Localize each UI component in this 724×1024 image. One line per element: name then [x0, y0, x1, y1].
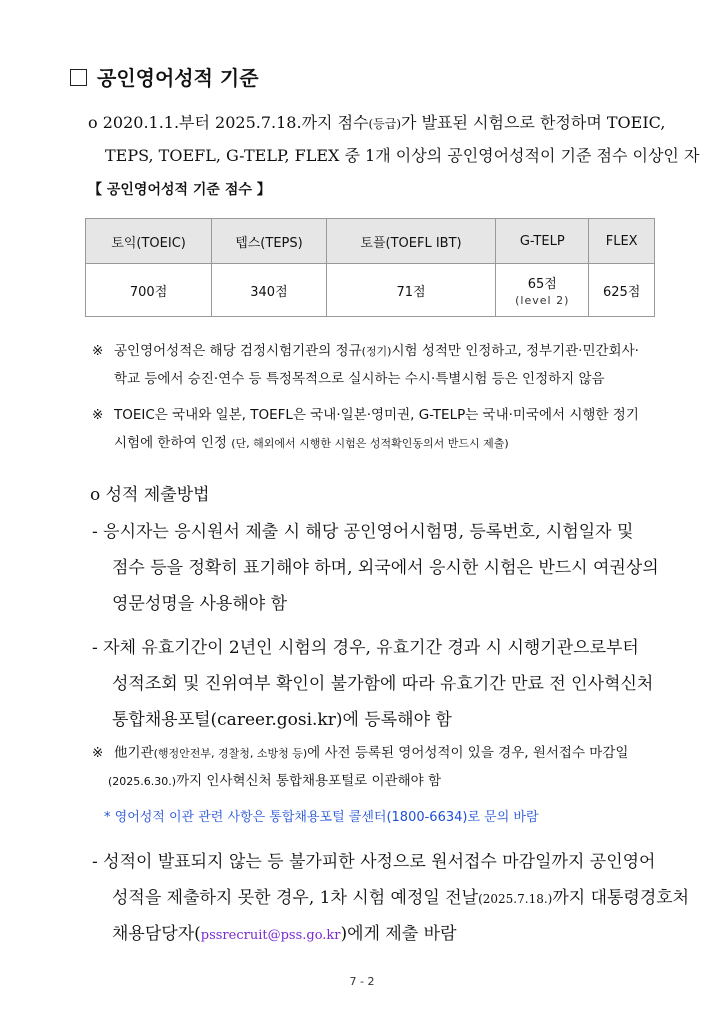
bullet-2-line-3: 통합채용포털(career.gosi.kr)에 등록해야 함 [112, 710, 452, 730]
header-flex: FLEX [589, 219, 655, 264]
header-toefl: 토플(TOEFL IBT) [326, 219, 495, 264]
note-3-line-2: (2025.6.30.)까지 인사혁신처 통합채용포털로 이관해야 함 [108, 773, 442, 789]
bullet-1-line-2: 점수 등을 정확히 표기해야 하며, 외국에서 응시한 시험은 반드시 여권상의 [112, 558, 659, 578]
header-teps: 텝스(TEPS) [212, 219, 327, 264]
note-1-line-2: 학교 등에서 승진·연수 등 특정목적으로 실시하는 수시·특별시험 등은 인정하지 않음 [114, 371, 605, 387]
bullet-2-line-2: 성적조회 및 진위여부 확인이 불가함에 따라 유효기간 만료 전 인사혁신처 [112, 674, 654, 694]
bullet-3-line-1: - 성적이 발표되지 않는 등 불가피한 사정으로 원서접수 마감일까지 공인영어 [92, 852, 656, 872]
value-gtelp: 65점 (level 2) [496, 264, 589, 317]
table-heading: 【 공인영어성적 기준 점수 】 [88, 182, 271, 198]
bullet-3-line-2: 성적을 제출하지 못한 경우, 1차 시험 예정일 전날(2025.7.18.)까지 대통령경호처 [112, 888, 690, 908]
table-header-row [86, 219, 655, 264]
callcenter-note: * 영어성적 이관 관련 사항은 통합채용포털 콜센터(1800-6634)로 문의 바람 [104, 810, 539, 825]
note-2-line-1: ※ TOEIC은 국내와 일본, TOEFL은 국내·일본·영미권, G-TELP는 국내·미국에서 시행한 정기 [92, 407, 639, 423]
note-1-line-1: ※ 공인영어성적은 해당 검정시험기관의 정규(정기)시험 성적만 인정하고, 정부기관·민간회사· [92, 343, 639, 359]
page-number: 7 - 2 [349, 975, 375, 988]
recruit-email-link[interactable]: pssrecruit@pss.go.kr [200, 928, 341, 943]
value-toeic: 700점 [86, 264, 212, 317]
note-2-line-2: 시험에 한하여 인정 (단, 해외에서 시행한 시험은 성적확인동의서 반드시 제출) [114, 435, 509, 451]
value-teps: 340점 [212, 264, 327, 317]
gtelp-level: (level 2) [515, 294, 570, 307]
score-table [85, 218, 655, 317]
section-title: 공인영어성적 기준 [70, 62, 259, 91]
bullet-2-line-1: - 자체 유효기간이 2년인 시험의 경우, 유효기간 경과 시 시행기관으로부터 [92, 638, 639, 658]
table-row [86, 264, 655, 317]
intro-line-1: o 2020.1.1.부터 2025.7.18.까지 점수(등급)가 발표된 시험으로 한정하며 TOEIC, [88, 113, 666, 132]
header-gtelp: G-TELP [496, 219, 589, 264]
intro-line-2: TEPS, TOEFL, G-TELP, FLEX 중 1개 이상의 공인영어성적이 기준 점수 이상인 자 [105, 146, 700, 165]
checkbox-square-icon [70, 69, 87, 86]
value-flex: 625점 [589, 264, 655, 317]
submission-heading: o 성적 제출방법 [90, 485, 210, 505]
header-toeic: 토익(TOEIC) [86, 219, 212, 264]
note-3-line-1: ※ 他기관(행정안전부, 경찰청, 소방청 등)에 사전 등록된 영어성적이 있을 경우, 원서접수 마감일 [92, 745, 629, 761]
bullet-3-line-3: 채용담당자(pssrecruit@pss.go.kr)에게 제출 바람 [112, 924, 457, 944]
bullet-1-line-3: 영문성명을 사용해야 함 [112, 594, 288, 614]
bullet-1-line-1: - 응시자는 응시원서 제출 시 해당 공인영어시험명, 등록번호, 시험일자 및 [92, 522, 634, 542]
value-toefl: 71점 [326, 264, 495, 317]
